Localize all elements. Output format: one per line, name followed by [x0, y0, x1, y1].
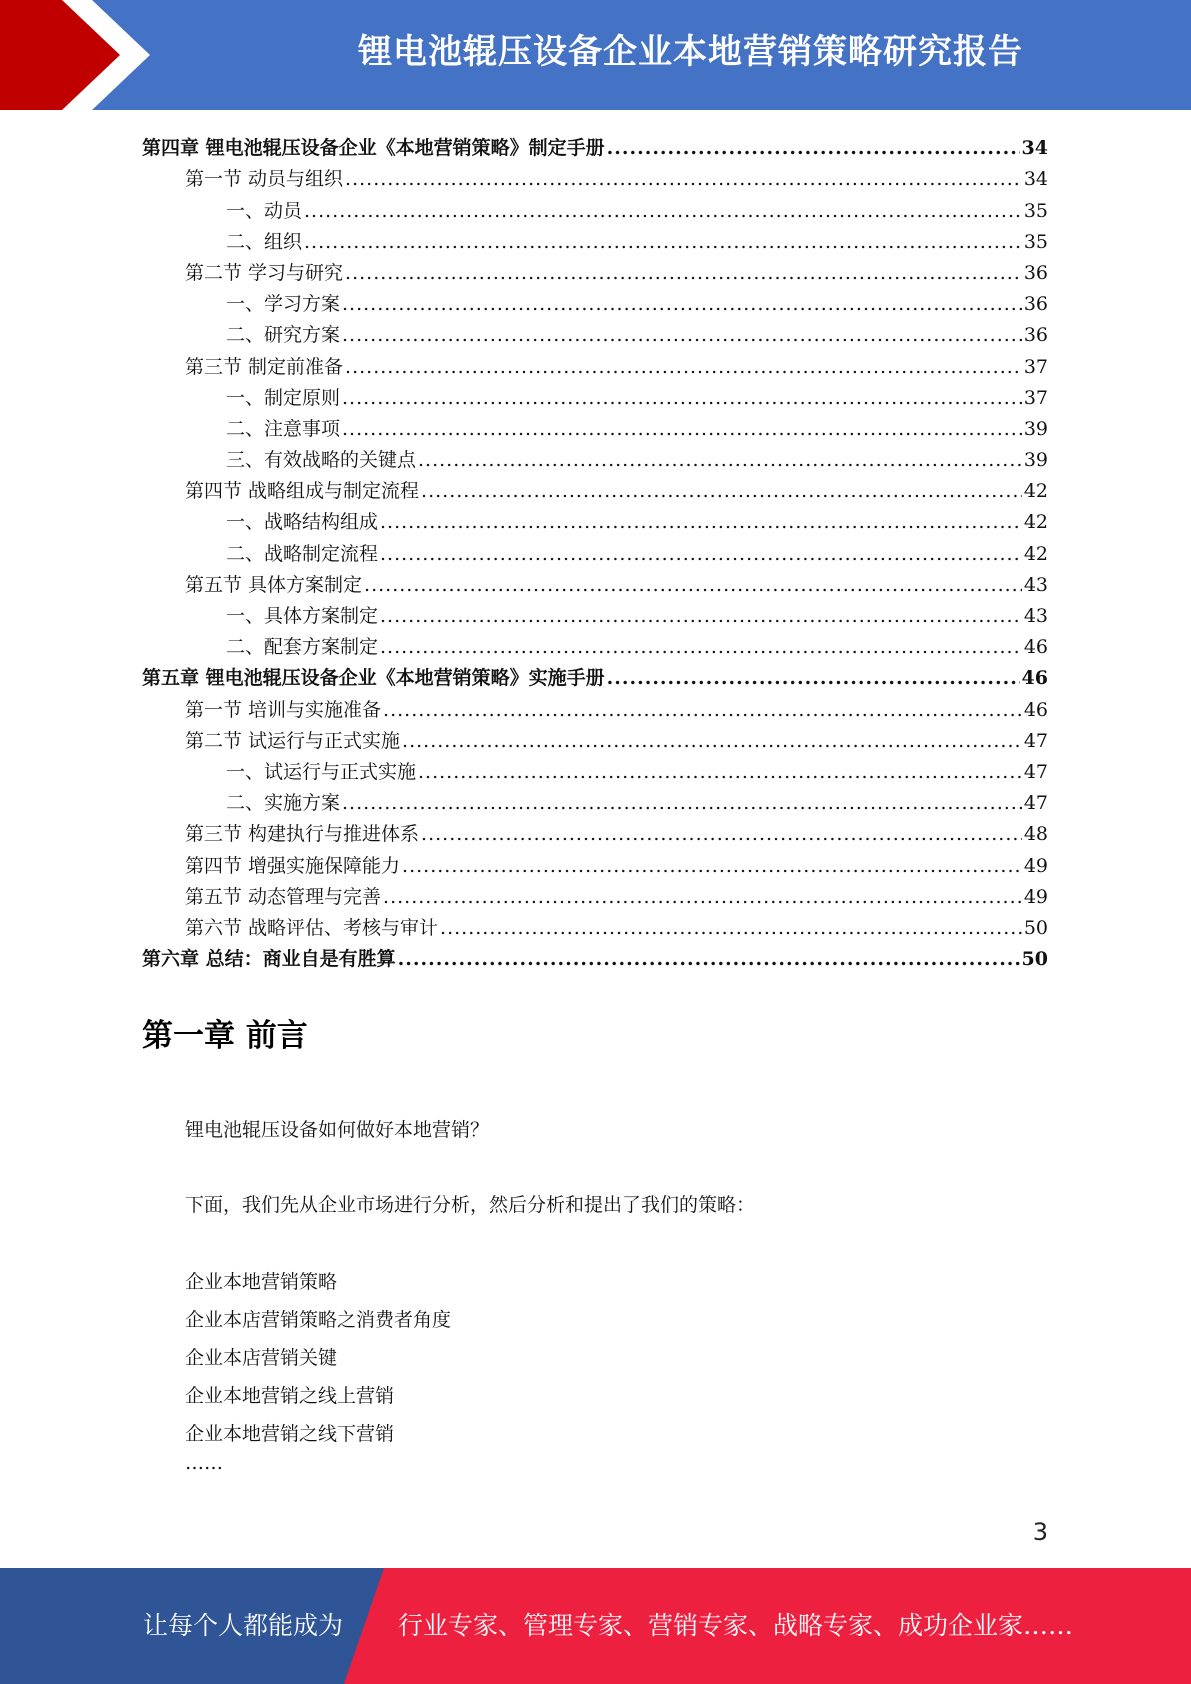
- toc-entry-page: 42: [1023, 511, 1048, 534]
- strategy-item: 企业本地营销之线上营销: [185, 1385, 395, 1407]
- toc-leader-dots: [418, 449, 1022, 471]
- toc-entry-page: 47: [1023, 792, 1048, 815]
- toc-leader-dots: [421, 480, 1022, 502]
- toc-leader-dots: [380, 605, 1022, 627]
- toc-entry-page: 39: [1023, 449, 1048, 472]
- toc-leader-dots: [383, 699, 1022, 721]
- toc-entry-page: 50: [1021, 948, 1048, 971]
- toc-section-entry[interactable]: [142, 471, 1048, 502]
- toc-entry-title: 三、有效战略的关键点: [226, 449, 417, 472]
- toc-subsection-entry[interactable]: [142, 378, 1048, 409]
- toc-subsection-entry[interactable]: [142, 783, 1048, 814]
- toc-entry-title: 第四节 增强实施保障能力: [185, 854, 401, 877]
- toc-entry-title: 二、实施方案: [226, 792, 341, 815]
- toc-section-entry[interactable]: [142, 721, 1048, 752]
- toc-leader-dots: [304, 200, 1022, 222]
- toc-leader-dots: [345, 262, 1022, 284]
- toc-entry-title: 第二节 学习与研究: [185, 261, 344, 284]
- toc-section-entry[interactable]: [142, 346, 1048, 377]
- toc-leader-dots: [380, 636, 1022, 658]
- toc-leader-dots: [342, 792, 1022, 814]
- toc-entry-page: 35: [1023, 199, 1048, 222]
- toc-subsection-entry[interactable]: [142, 190, 1048, 221]
- toc-leader-dots: [402, 730, 1022, 752]
- toc-entry-page: 42: [1023, 480, 1048, 503]
- toc-entry-title: 第五节 动态管理与完善: [185, 885, 382, 908]
- toc-entry-page: 34: [1021, 137, 1048, 160]
- page-number: 3: [1032, 1518, 1048, 1546]
- toc-subsection-entry[interactable]: [142, 409, 1048, 440]
- toc-entry-title: 第三节 构建执行与推进体系: [185, 823, 420, 846]
- toc-leader-dots: [342, 324, 1022, 346]
- toc-subsection-entry[interactable]: [142, 627, 1048, 658]
- toc-leader-dots: [383, 886, 1022, 908]
- chapter-title: 第一章 前言: [142, 1018, 308, 1054]
- toc-entry-title: 第二节 试运行与正式实施: [185, 729, 401, 752]
- toc-entry-title: 二、组织: [226, 230, 303, 253]
- strategy-item: 企业本店营销策略之消费者角度: [185, 1309, 452, 1331]
- table-of-contents: [142, 128, 1048, 970]
- page-footer: [0, 1568, 1191, 1684]
- toc-entry-title: 第六章 总结：商业自是有胜算: [142, 948, 396, 971]
- toc-entry-page: 49: [1023, 885, 1048, 908]
- toc-entry-title: 第一节 动员与组织: [185, 168, 344, 191]
- toc-entry-page: 37: [1023, 355, 1048, 378]
- toc-entry-page: 47: [1023, 729, 1048, 752]
- toc-entry-page: 35: [1023, 230, 1048, 253]
- toc-entry-page: 34: [1023, 168, 1048, 191]
- toc-subsection-entry[interactable]: [142, 284, 1048, 315]
- toc-entry-page: 42: [1023, 542, 1048, 565]
- toc-entry-title: 二、注意事项: [226, 417, 341, 440]
- toc-leader-dots: [342, 293, 1022, 315]
- toc-leader-dots: [402, 855, 1022, 877]
- toc-leader-dots: [345, 168, 1022, 190]
- toc-entry-title: 第三节 制定前准备: [185, 355, 344, 378]
- chapter-question: 锂电池辊压设备如何做好本地营销？: [185, 1119, 490, 1141]
- ellipsis: ……: [185, 1452, 223, 1474]
- page-header: [0, 0, 1191, 110]
- toc-section-entry[interactable]: [142, 253, 1048, 284]
- toc-leader-dots: [380, 511, 1022, 533]
- footer-slogan-left: 让每个人都能成为: [143, 1611, 344, 1640]
- strategy-item: 企业本地营销策略: [185, 1271, 338, 1293]
- toc-entry-title: 一、动员: [226, 199, 303, 222]
- toc-chapter-entry[interactable]: [142, 939, 1048, 970]
- toc-leader-dots: [364, 574, 1022, 596]
- toc-entry-page: 48: [1023, 823, 1048, 846]
- toc-entry-page: 43: [1023, 573, 1048, 596]
- toc-entry-page: 47: [1023, 760, 1048, 783]
- toc-leader-dots: [345, 356, 1022, 378]
- toc-leader-dots: [418, 761, 1022, 783]
- toc-entry-page: 50: [1023, 916, 1048, 939]
- toc-entry-title: 第四节 战略组成与制定流程: [185, 480, 420, 503]
- toc-entry-title: 一、试运行与正式实施: [226, 760, 417, 783]
- strategy-item: 企业本地营销之线下营销: [185, 1423, 395, 1445]
- toc-section-entry[interactable]: [142, 689, 1048, 720]
- strategy-item: 企业本店营销关键: [185, 1347, 338, 1369]
- toc-leader-dots: [607, 137, 1020, 159]
- toc-entry-title: 第六节 战略评估、考核与审计: [185, 916, 439, 939]
- toc-leader-dots: [304, 231, 1022, 253]
- toc-entry-page: 36: [1023, 293, 1048, 316]
- toc-leader-dots: [342, 387, 1022, 409]
- toc-entry-page: 37: [1023, 386, 1048, 409]
- toc-section-entry[interactable]: [142, 565, 1048, 596]
- toc-subsection-entry[interactable]: [142, 222, 1048, 253]
- toc-leader-dots: [607, 667, 1020, 689]
- toc-entry-page: 46: [1023, 636, 1048, 659]
- toc-leader-dots: [380, 543, 1022, 565]
- toc-subsection-entry[interactable]: [142, 502, 1048, 533]
- toc-entry-title: 第五章 锂电池辊压设备企业《本地营销策略》实施手册: [142, 667, 605, 690]
- toc-leader-dots: [398, 948, 1020, 970]
- toc-section-entry[interactable]: [142, 814, 1048, 845]
- toc-subsection-entry[interactable]: [142, 596, 1048, 627]
- toc-subsection-entry[interactable]: [142, 315, 1048, 346]
- toc-entry-page: 36: [1023, 261, 1048, 284]
- toc-entry-page: 46: [1021, 667, 1048, 690]
- toc-entry-title: 第四章 锂电池辊压设备企业《本地营销策略》制定手册: [142, 137, 605, 160]
- toc-entry-title: 二、配套方案制定: [226, 636, 379, 659]
- toc-section-entry[interactable]: [142, 159, 1048, 190]
- toc-entry-title: 一、学习方案: [226, 293, 341, 316]
- toc-leader-dots: [421, 823, 1022, 845]
- toc-chapter-entry[interactable]: [142, 128, 1048, 159]
- toc-entry-title: 二、研究方案: [226, 324, 341, 347]
- toc-subsection-entry[interactable]: [142, 752, 1048, 783]
- chapter-intro: 下面，我们先从企业市场进行分析，然后分析和提出了我们的策略：: [185, 1194, 756, 1216]
- toc-subsection-entry[interactable]: [142, 533, 1048, 564]
- toc-entry-page: 36: [1023, 324, 1048, 347]
- toc-entry-title: 第一节 培训与实施准备: [185, 698, 382, 721]
- toc-subsection-entry[interactable]: [142, 440, 1048, 471]
- toc-section-entry[interactable]: [142, 845, 1048, 876]
- toc-entry-page: 43: [1023, 605, 1048, 627]
- toc-entry-title: 一、具体方案制定: [226, 605, 379, 627]
- toc-leader-dots: [342, 418, 1022, 440]
- toc-leader-dots: [440, 917, 1022, 939]
- header-arrow-decoration: [0, 0, 150, 110]
- toc-section-entry[interactable]: [142, 908, 1048, 939]
- header-title: 锂电池辊压设备企业本地营销策略研究报告: [358, 32, 1023, 72]
- toc-entry-title: 二、战略制定流程: [226, 542, 379, 565]
- toc-entry-page: 39: [1023, 417, 1048, 440]
- footer-slogan-right: 行业专家、管理专家、营销专家、战略专家、成功企业家……: [398, 1611, 1074, 1640]
- toc-chapter-entry[interactable]: [142, 658, 1048, 689]
- toc-section-entry[interactable]: [142, 877, 1048, 908]
- toc-entry-title: 一、战略结构组成: [226, 511, 379, 534]
- toc-entry-page: 49: [1023, 854, 1048, 877]
- toc-entry-title: 第五节 具体方案制定: [185, 573, 363, 596]
- toc-entry-page: 46: [1023, 698, 1048, 721]
- toc-entry-title: 一、制定原则: [226, 386, 341, 409]
